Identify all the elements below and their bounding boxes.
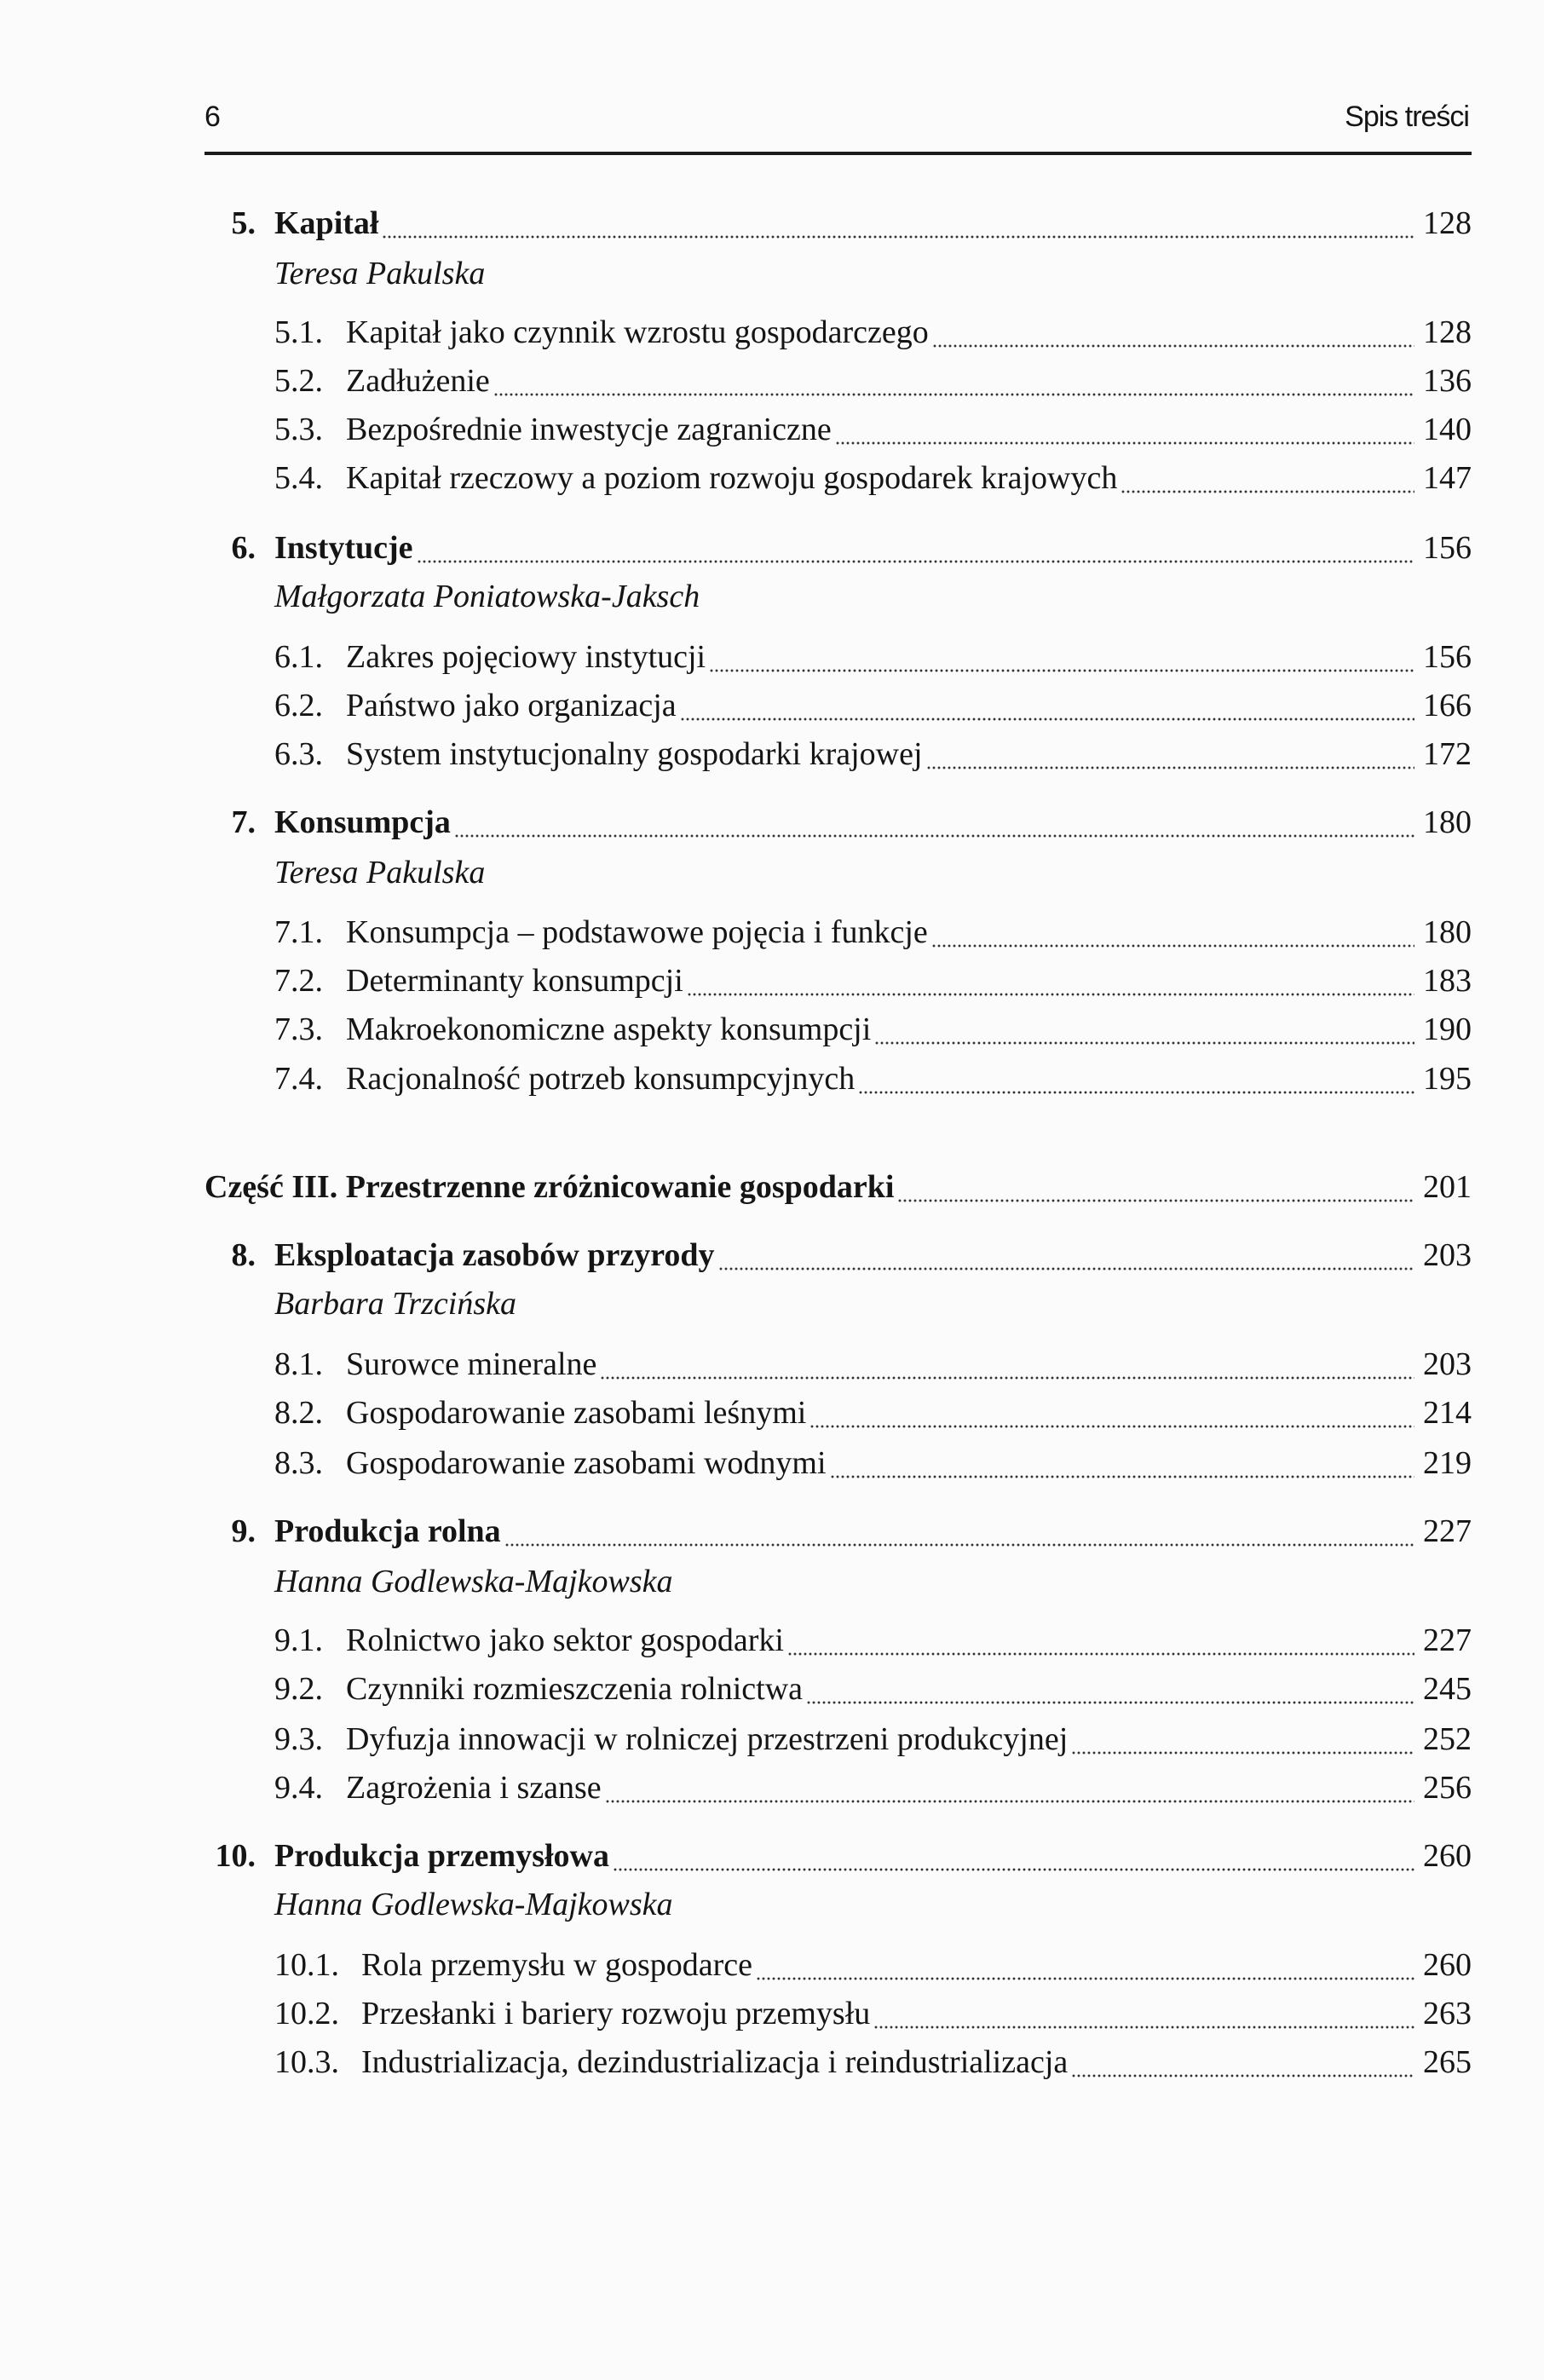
toc-author-entry — [0, 1883, 1472, 1926]
chapter-title: Produkcja rolna — [274, 1513, 501, 1549]
section-number: 9.3. — [274, 1721, 323, 1757]
dot-leader — [835, 408, 1414, 451]
section-title: Gospodarowanie zasobami wodnymi — [346, 1445, 827, 1481]
dot-leader — [932, 311, 1414, 354]
chapter-number: 9. — [231, 1513, 256, 1549]
page-ref: 227 — [1423, 1622, 1472, 1658]
section-number: 10.1. — [274, 1947, 339, 1983]
section-title: Racjonalność potrzeb konsumpcyjnych — [346, 1061, 856, 1097]
chapter-number: 6. — [231, 530, 256, 566]
page-ref: 260 — [1423, 1838, 1472, 1874]
section-number: 9.2. — [274, 1671, 323, 1707]
dot-leader — [504, 1510, 1414, 1553]
dot-leader — [613, 1835, 1414, 1877]
chapter-title: Instytucje — [274, 530, 413, 566]
toc-part-entry — [0, 1166, 1472, 1208]
page-ref: 183 — [1423, 963, 1472, 999]
toc-sub-entry — [0, 1057, 1472, 1100]
toc-sub-entry — [0, 1442, 1472, 1484]
page-ref: 263 — [1423, 1996, 1472, 2031]
section-title: Surowce mineralne — [346, 1346, 597, 1382]
toc-chapter-entry — [0, 1510, 1472, 1553]
dot-leader — [1121, 457, 1414, 499]
toc-sub-entry — [0, 959, 1472, 1002]
dot-leader — [756, 1944, 1414, 1986]
section-title: Kapitał rzeczowy a poziom rozwoju gospodarek krajowych — [346, 460, 1118, 496]
dot-leader — [931, 911, 1414, 954]
page-ref: 190 — [1423, 1011, 1472, 1047]
section-number: 5.3. — [274, 412, 323, 447]
dot-leader — [926, 733, 1414, 775]
chapter-number: 5. — [231, 205, 256, 241]
toc-chapter-entry — [0, 202, 1472, 245]
dot-leader — [687, 959, 1414, 1002]
toc-sub-entry — [0, 733, 1472, 775]
dot-leader — [806, 1668, 1414, 1710]
dot-leader — [858, 1057, 1414, 1100]
dot-leader — [417, 527, 1414, 569]
section-title: Przesłanki i bariery rozwoju przemysłu — [361, 1996, 871, 2031]
section-number: 6.3. — [274, 736, 323, 772]
section-number: 7.4. — [274, 1061, 323, 1097]
page-ref: 140 — [1423, 412, 1472, 447]
section-number: 8.2. — [274, 1395, 323, 1431]
page-ref: 156 — [1423, 639, 1472, 675]
dot-leader — [787, 1619, 1414, 1662]
author-name: Hanna Godlewska-Majkowska — [274, 1564, 673, 1599]
toc-sub-entry — [0, 1343, 1472, 1386]
toc-sub-entry — [0, 636, 1472, 678]
header-rule — [205, 152, 1472, 155]
toc-sub-entry — [0, 1668, 1472, 1710]
dot-leader — [873, 1992, 1414, 2035]
page-ref: 245 — [1423, 1671, 1472, 1707]
toc-author-entry — [0, 851, 1472, 894]
author-name: Teresa Pakulska — [274, 855, 486, 890]
page-ref: 252 — [1423, 1721, 1472, 1757]
dot-leader — [1071, 1718, 1414, 1761]
section-title: Determinanty konsumpcji — [346, 963, 683, 999]
author-name: Hanna Godlewska-Majkowska — [274, 1887, 673, 1922]
toc-sub-entry — [0, 457, 1472, 499]
page-ref: 219 — [1423, 1445, 1472, 1481]
dot-leader — [897, 1166, 1414, 1208]
dot-leader — [1071, 2041, 1414, 2083]
toc-chapter-entry — [0, 801, 1472, 844]
section-title: Bezpośrednie inwestycje zagraniczne — [346, 412, 832, 447]
page-ref: 156 — [1423, 530, 1472, 566]
author-name: Małgorzata Poniatowska-Jaksch — [274, 579, 700, 614]
page-ref: 203 — [1423, 1346, 1472, 1382]
toc-sub-entry — [0, 1944, 1472, 1986]
section-title: Gospodarowanie zasobami leśnymi — [346, 1395, 807, 1431]
toc-author-entry — [0, 575, 1472, 618]
section-number: 5.1. — [274, 314, 323, 350]
toc-author-entry — [0, 1560, 1472, 1603]
chapter-number: 10. — [215, 1838, 256, 1874]
toc-sub-entry — [0, 1008, 1472, 1051]
section-number: 6.2. — [274, 688, 323, 723]
toc-chapter-entry — [0, 527, 1472, 569]
page-ref: 203 — [1423, 1237, 1472, 1273]
chapter-number: 8. — [231, 1237, 256, 1273]
author-name: Barbara Trzcińska — [274, 1286, 516, 1322]
section-title: Industrializacja, dezindustrializacja i reindustrializacja — [361, 2044, 1069, 2080]
dot-leader — [493, 360, 1414, 402]
page-ref: 227 — [1423, 1513, 1472, 1549]
chapter-number: 7. — [231, 804, 256, 840]
dot-leader — [680, 684, 1414, 727]
chapter-title: Produkcja przemysłowa — [274, 1838, 609, 1874]
toc-sub-entry — [0, 1392, 1472, 1434]
section-title: Kapitał jako czynnik wzrostu gospodarczego — [346, 314, 929, 350]
toc-sub-entry — [0, 911, 1472, 954]
author-name: Teresa Pakulska — [274, 256, 486, 291]
chapter-title: Konsumpcja — [274, 804, 451, 840]
toc-author-entry — [0, 1282, 1472, 1325]
section-title: Zadłużenie — [346, 363, 490, 399]
toc-sub-entry — [0, 408, 1472, 451]
dot-leader — [382, 202, 1414, 245]
toc-sub-entry — [0, 1619, 1472, 1662]
section-number: 10.3. — [274, 2044, 339, 2080]
page-ref: 256 — [1423, 1770, 1472, 1806]
chapter-title: Kapitał — [274, 205, 379, 241]
toc-sub-entry — [0, 360, 1472, 402]
toc-sub-entry — [0, 684, 1472, 727]
section-number: 7.3. — [274, 1011, 323, 1047]
page-number: 6 — [205, 101, 220, 133]
toc-sub-entry — [0, 1992, 1472, 2035]
toc-sub-entry — [0, 2041, 1472, 2083]
section-title: Rola przemysłu w gospodarce — [361, 1947, 753, 1983]
section-number: 5.4. — [274, 460, 323, 496]
dot-leader — [709, 636, 1414, 678]
page-ref: 128 — [1423, 205, 1472, 241]
running-title: Spis treści — [1345, 101, 1469, 133]
page-ref: 136 — [1423, 363, 1472, 399]
page-ref: 260 — [1423, 1947, 1472, 1983]
section-title: Państwo jako organizacja — [346, 688, 677, 723]
page-ref: 147 — [1423, 460, 1472, 496]
section-number: 6.1. — [274, 639, 323, 675]
page-ref: 180 — [1423, 914, 1472, 950]
section-title: Zakres pojęciowy instytucji — [346, 639, 706, 675]
page-ref: 265 — [1423, 2044, 1472, 2080]
section-number: 9.1. — [274, 1622, 323, 1658]
section-number: 8.1. — [274, 1346, 323, 1382]
section-title: System instytucjonalny gospodarki krajowej — [346, 736, 923, 772]
part-title: Część III. Przestrzenne zróżnicowanie gospodarki — [205, 1169, 895, 1205]
page-ref: 172 — [1423, 736, 1472, 772]
dot-leader — [809, 1392, 1414, 1434]
page-ref: 166 — [1423, 688, 1472, 723]
dot-leader — [605, 1766, 1414, 1809]
section-title: Makroekonomiczne aspekty konsumpcji — [346, 1011, 872, 1047]
dot-leader — [718, 1234, 1414, 1276]
page-ref: 195 — [1423, 1061, 1472, 1097]
toc-sub-entry — [0, 1718, 1472, 1761]
section-title: Zagrożenia i szanse — [346, 1770, 602, 1806]
dot-leader — [600, 1343, 1414, 1386]
dot-leader — [874, 1008, 1414, 1051]
chapter-title: Eksploatacja zasobów przyrody — [274, 1237, 715, 1273]
section-number: 9.4. — [274, 1770, 323, 1806]
dot-leader — [454, 801, 1414, 844]
section-title: Czynniki rozmieszczenia rolnictwa — [346, 1671, 804, 1707]
page-ref: 201 — [1423, 1169, 1472, 1205]
page-ref: 214 — [1423, 1395, 1472, 1431]
section-number: 7.2. — [274, 963, 323, 999]
toc-chapter-entry — [0, 1234, 1472, 1276]
toc-sub-entry — [0, 311, 1472, 354]
toc-chapter-entry — [0, 1835, 1472, 1877]
section-number: 5.2. — [274, 363, 323, 399]
section-number: 10.2. — [274, 1996, 339, 2031]
toc-sub-entry — [0, 1766, 1472, 1809]
section-number: 7.1. — [274, 914, 323, 950]
page-ref: 128 — [1423, 314, 1472, 350]
dot-leader — [830, 1442, 1414, 1484]
section-number: 8.3. — [274, 1445, 323, 1481]
toc-author-entry — [0, 252, 1472, 295]
page-ref: 180 — [1423, 804, 1472, 840]
section-title: Dyfuzja innowacji w rolniczej przestrzeni produkcyjnej — [346, 1721, 1069, 1757]
section-title: Konsumpcja – podstawowe pojęcia i funkcje — [346, 914, 928, 950]
section-title: Rolnictwo jako sektor gospodarki — [346, 1622, 784, 1658]
